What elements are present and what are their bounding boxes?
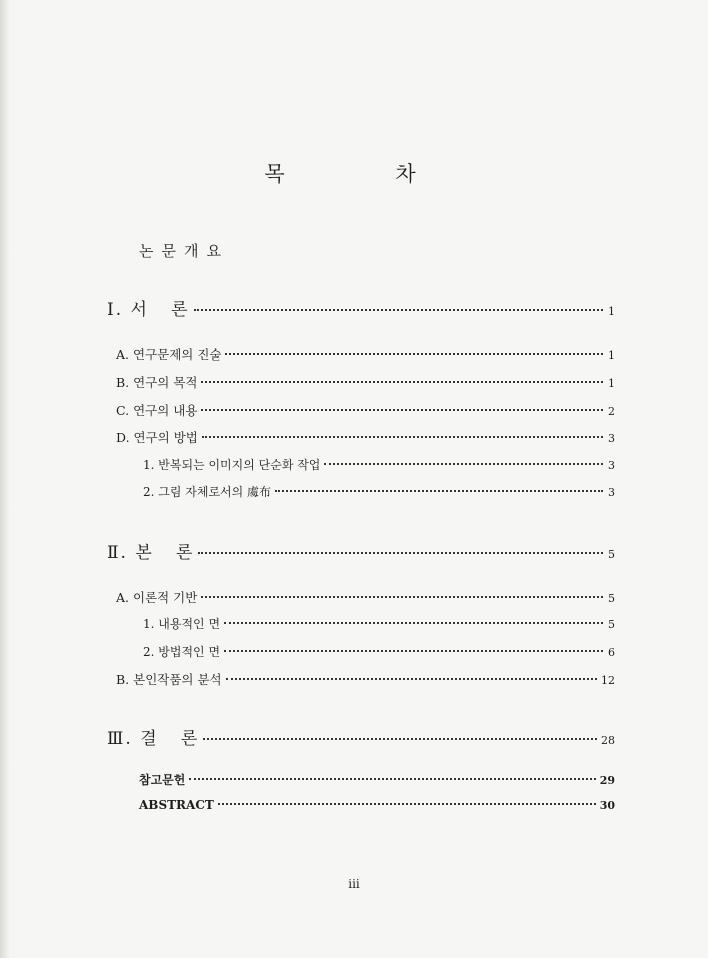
toc-leader	[224, 622, 603, 624]
toc-leader	[189, 778, 595, 780]
toc-label: A. 연구문제의 진술	[116, 347, 222, 362]
toc-page: 3	[608, 459, 615, 472]
toc-subsection-2a2[interactable]	[143, 643, 615, 660]
page-number: iii	[348, 877, 360, 891]
toc-section-1b[interactable]	[116, 373, 615, 391]
toc-page: 6	[608, 646, 615, 659]
toc-label: A. 이론적 기반	[116, 590, 198, 605]
toc-leader	[198, 552, 603, 554]
toc-leader	[225, 353, 603, 355]
toc-leader	[324, 463, 603, 465]
toc-abstract[interactable]	[139, 798, 615, 812]
toc-leader	[275, 490, 603, 492]
toc-leader	[218, 803, 596, 805]
toc-leader	[224, 650, 603, 652]
toc-page: 5	[608, 618, 615, 631]
toc-label: B. 연구의 목적	[116, 375, 198, 390]
toc-leader	[226, 678, 597, 680]
toc-leader	[202, 436, 603, 438]
toc-section-2a[interactable]	[116, 588, 615, 606]
toc-page: 2	[608, 405, 615, 418]
toc-page: 3	[608, 486, 615, 499]
toc-chapter-2[interactable]	[107, 538, 615, 563]
toc-page: 5	[608, 592, 615, 605]
toc-page: 30	[599, 799, 615, 812]
toc-subsection-1d1[interactable]	[143, 456, 615, 473]
toc-label: B. 본인작품의 분석	[116, 672, 222, 687]
toc-label: 1. 내용적인 면	[143, 617, 221, 631]
toc-references[interactable]	[139, 771, 615, 788]
toc-leader	[203, 738, 597, 740]
toc-leader	[201, 381, 603, 383]
toc-subsection-1d2[interactable]	[143, 483, 615, 500]
toc-label: C. 연구의 내용	[116, 403, 198, 418]
toc-label: Ⅱ. 본 론	[107, 543, 195, 563]
toc-section-1d[interactable]	[116, 428, 615, 446]
toc-page: 12	[601, 674, 615, 687]
toc-label: 1. 반복되는 이미지의 단순화 작업	[143, 458, 321, 472]
toc-section-1a[interactable]	[116, 345, 615, 363]
page-title: 목 차	[264, 162, 468, 186]
abstract-heading: 논문개요	[139, 242, 229, 260]
toc-page: 1	[608, 349, 615, 362]
toc-page: 1	[608, 305, 615, 318]
toc-label: Ⅲ. 결 론	[107, 729, 200, 749]
toc-label: 2. 그림 자체로서의 䖏布	[143, 485, 272, 499]
toc-label: ABSTRACT	[139, 798, 214, 812]
toc-page: 29	[599, 774, 615, 787]
toc-page: 1	[608, 377, 615, 390]
toc-page: 5	[608, 548, 615, 561]
toc-label: 2. 방법적인 면	[143, 645, 221, 659]
toc-chapter-3[interactable]	[107, 724, 615, 749]
toc-leader	[194, 309, 603, 311]
toc-section-1c[interactable]	[116, 401, 615, 419]
toc-subsection-2a1[interactable]	[143, 615, 615, 632]
toc-label: Ⅰ. 서 론	[107, 300, 190, 320]
toc-section-2b[interactable]	[116, 670, 615, 688]
toc-leader	[201, 596, 603, 598]
toc-label: 참고문헌	[139, 773, 186, 787]
page-edge	[0, 0, 10, 958]
toc-chapter-1[interactable]	[107, 295, 615, 320]
toc-page: 3	[608, 432, 615, 445]
toc-label: D. 연구의 방법	[116, 430, 198, 445]
toc-page: 28	[601, 734, 615, 747]
toc-leader	[201, 409, 603, 411]
